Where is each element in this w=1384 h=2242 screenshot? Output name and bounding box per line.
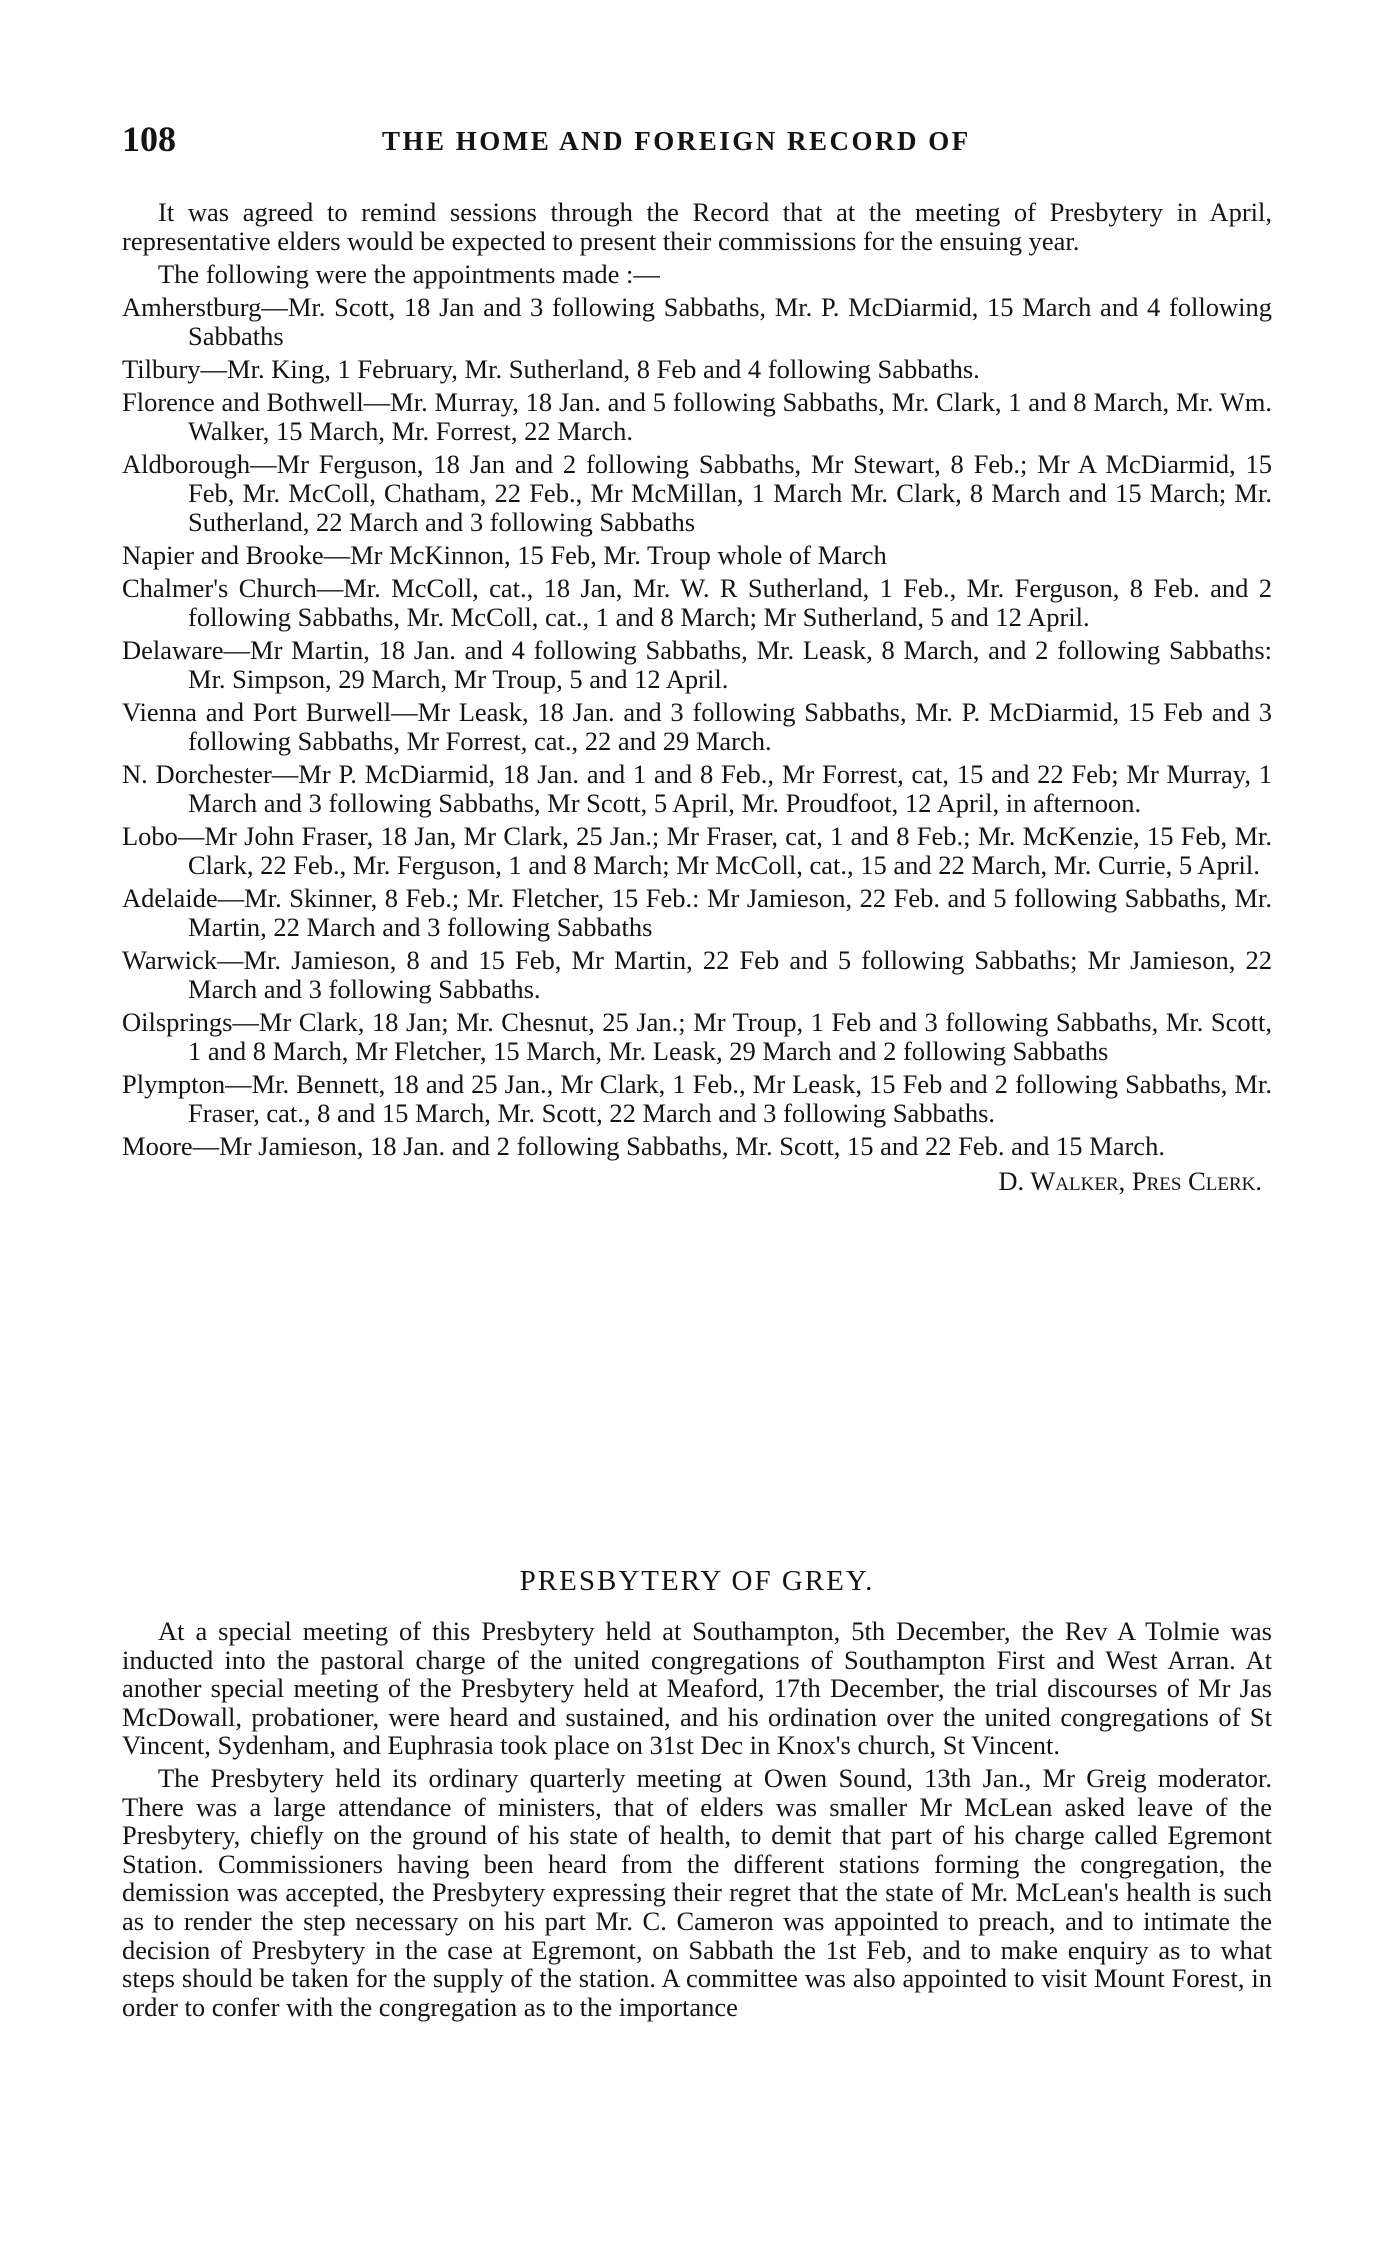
appointment-entry: Warwick—Mr. Jamieson, 8 and 15 Feb, Mr Martin, 22 Feb and 5 following Sabbaths; Mr Jamieson, 22 March and 3 following Sabbaths. bbox=[122, 945, 1272, 1004]
appointment-entry: N. Dorchester—Mr P. McDiarmid, 18 Jan. and 1 and 8 Feb., Mr Forrest, cat, 15 and 22 Feb; Mr Murray, 1 March and 3 following Sabbaths, Mr Scott, 5 April, Mr. Proudfoot, 12 April, in afternoon. bbox=[122, 759, 1272, 818]
appointment-entry: Delaware—Mr Martin, 18 Jan. and 4 following Sabbaths, Mr. Leask, 8 March, and 2 following Sabbaths: Mr. Simpson, 29 March, Mr Troup, 5 and 12 April. bbox=[122, 635, 1272, 694]
appointment-entry: Plympton—Mr. Bennett, 18 and 25 Jan., Mr Clark, 1 Feb., Mr Leask, 15 Feb and 2 following Sabbaths, Mr. Fraser, cat., 8 and 15 March, Mr. Scott, 22 March and 3 following Sabbaths. bbox=[122, 1069, 1272, 1128]
appointment-entry: Adelaide—Mr. Skinner, 8 Feb.; Mr. Fletcher, 15 Feb.: Mr Jamieson, 22 Feb. and 5 following Sabbaths, Mr. Martin, 22 March and 3 following Sabbaths bbox=[122, 883, 1272, 942]
appointment-entry: Napier and Brooke—Mr McKinnon, 15 Feb, Mr. Troup whole of March bbox=[122, 540, 887, 570]
appointment-entry: Moore—Mr Jamieson, 18 Jan. and 2 following Sabbaths, Mr. Scott, 15 and 22 Feb. and 15 March. bbox=[122, 1131, 1165, 1161]
appointment-entry: Oilsprings—Mr Clark, 18 Jan; Mr. Chesnut, 25 Jan.; Mr Troup, 1 Feb and 3 following Sabbaths, Mr. Scott, 1 and 8 March, Mr Fletcher, 15 March, Mr. Leask, 29 March and 2 following Sabbaths bbox=[122, 1007, 1272, 1066]
presbytery-minutes bbox=[122, 198, 1272, 1196]
appointment-entry: Vienna and Port Burwell—Mr Leask, 18 Jan. and 3 following Sabbaths, Mr. P. McDiarmid, 15 Feb and 3 following Sabbaths, Mr Forrest, cat., 22 and 29 March. bbox=[122, 697, 1272, 756]
appointments-lead: The following were the appointments made :— bbox=[158, 259, 660, 289]
appointment-entry: Tilbury—Mr. King, 1 February, Mr. Sutherland, 8 Feb and 4 following Sabbaths. bbox=[122, 354, 980, 384]
section-heading: PRESBYTERY OF GREY. bbox=[519, 1565, 875, 1597]
appointment-entry: Florence and Bothwell—Mr. Murray, 18 Jan. and 5 following Sabbaths, Mr. Clark, 1 and 8 March, Mr. Wm. Walker, 15 March, Mr. Forrest, 22 March. bbox=[122, 387, 1272, 446]
appointment-entry: Chalmer's Church—Mr. McColl, cat., 18 Jan, Mr. W. R Sutherland, 1 Feb., Mr. Ferguson, 8 Feb. and 2 following Sabbaths, Mr. McColl, cat., 1 and 8 March; Mr Sutherland, 5 and 12 April. bbox=[122, 573, 1272, 632]
appointment-entry: Lobo—Mr John Fraser, 18 Jan, Mr Clark, 25 Jan.; Mr Fraser, cat, 1 and 8 Feb.; Mr. McKenzie, 15 Feb, Mr. Clark, 22 Feb., Mr. Ferguson, 1 and 8 March; Mr McColl, cat., 15 and 22 March, Mr. Currie, 5 April. bbox=[122, 821, 1272, 880]
page-number: 108 bbox=[122, 119, 176, 159]
intro-paragraph: It was agreed to remind sessions through the Record that at the meeting of Presbytery in April, representative elders would be expected to present their commissions for the ensuing year. bbox=[122, 197, 1272, 256]
presbytery-of-grey bbox=[122, 1617, 1272, 2025]
clerk-signature: D. Walker, Pres Clerk. bbox=[998, 1166, 1262, 1196]
section-paragraph: The Presbytery held its ordinary quarterly meeting at Owen Sound, 13th Jan., Mr Greig moderator. There was a large attendance of ministers, that of elders was smaller Mr McLean asked leave of the Presbytery, chiefly on the ground of his state of health, to demit that part of his charge called Egremont Station. Commissioners having been heard from the different stations forming the congregation, the demission was accepted, the Presbytery expressing their regret that the state of Mr. McLean's health is such as to render the step necessary on his part Mr. C. Cameron was appointed to preach, and to intimate the decision of Presbytery in the case at Egremont, on Sabbath the 1st Feb, and to make enquiry as to what steps should be taken for the supply of the station. A committee was also appointed to visit Mount Forest, in order to confer with the congregation as to the importance bbox=[122, 1762, 1272, 2022]
appointment-entry: Aldborough—Mr Ferguson, 18 Jan and 2 following Sabbaths, Mr Stewart, 8 Feb.; Mr A McDiarmid, 15 Feb, Mr. McColl, Chatham, 22 Feb., Mr McMillan, 1 March Mr. Clark, 8 March and 15 March; Mr. Sutherland, 22 March and 3 following Sabbaths bbox=[122, 449, 1272, 537]
running-title: THE HOME AND FOREIGN RECORD OF bbox=[382, 126, 971, 156]
section-paragraph: At a special meeting of this Presbytery held at Southampton, 5th December, the Rev A Tolmie was inducted into the pastoral charge of the united congregations of Southampton First and West Arran. At another special meeting of the Presbytery held at Meaford, 17th December, the trial discourses of Mr Jas McDowall, probationer, were heard and sustained, and his ordination over the united congregations of St Vincent, Sydenham, and Euphrasia took place on 31st Dec in Knox's church, St Vincent. bbox=[122, 1616, 1272, 1761]
running-header bbox=[122, 118, 1282, 168]
appointment-entry: Amherstburg—Mr. Scott, 18 Jan and 3 following Sabbaths, Mr. P. McDiarmid, 15 March and 4 following Sabbaths bbox=[122, 292, 1272, 351]
